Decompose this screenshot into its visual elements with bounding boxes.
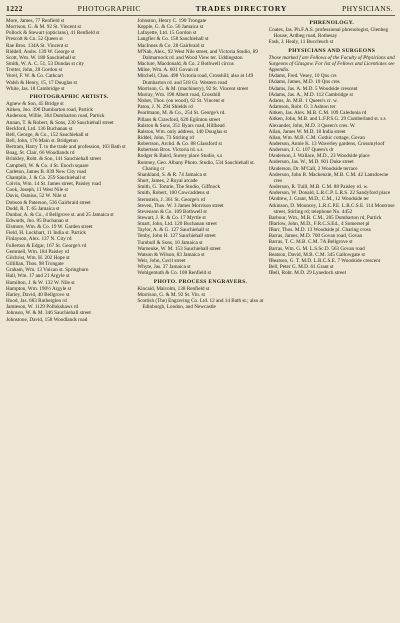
- section-heading: PHOTOGRAPHIC ARTISTS.: [29, 93, 109, 100]
- columns: [6, 18, 395, 623]
- directory-entry: Turnbull & Sons, 10 Jamaica st: [137, 239, 203, 246]
- directory-entry: Graham, Wm. 13 Vulcan st. Springburn: [6, 267, 89, 274]
- directory-entry: Watson & Wilson, 83 Jamaica st: [137, 251, 205, 258]
- directory-entry: Rae Bros. 134A St. Vincent st: [6, 42, 68, 49]
- directory-entry: Wohlgemuth & Co. 108 Renfield st: [137, 270, 211, 277]
- directory-entry: Bell, John, 176 Main st. Bridgeton: [6, 137, 78, 144]
- directory-entry: Shankland, S. & R. 74 Jamaica st: [137, 171, 207, 178]
- directory-entry: Langfier & Co. 158 Sauchiehall st: [137, 36, 209, 43]
- directory-entry: Adams, Jn. M.B. 1 Queen's cr. w.: [268, 97, 338, 104]
- directory-entry: fBeatson, G. T. M.D. L.R.C.S.E. 7 Woodside crescent: [268, 257, 381, 264]
- directory-entry: Colvin, Wm. 14 St. James street, Paisley road: [6, 181, 101, 188]
- directory-entry: Murray, Wm. 198 Albert road, Crosshill: [137, 91, 221, 98]
- directory-entry: Verel, F. W. & Co. Cathcart: [6, 73, 64, 80]
- directory-entry: Fullerton & Edgar, 167 St. George's rd: [6, 242, 87, 249]
- directory-entry: Brinkley, Robt. & Son, 141 Sauchiehall street: [6, 156, 101, 163]
- directory-entry: Riddell, Andw. 139 W. George st: [6, 48, 75, 55]
- directory-entry: Morrison, G. & M. (machinery), 92 St. Vincent street: [137, 85, 248, 92]
- directory-entry: Bell, Peter G. M.D. 61 Grant st: [268, 264, 334, 271]
- directory-entry: Short, James, 2 Royal arcade: [137, 178, 198, 185]
- directory-entry: Aitken, John, M.B. and L.F.P.S.G. 29 Cumberland st. s.s: [268, 116, 386, 123]
- directory-entry: Barras, James, M.D. 700 Govan road, Govan: [268, 233, 363, 240]
- running-head-center: TRADES DIRECTORY: [195, 4, 288, 13]
- directory-entry: Trotter, John, 28 Gordon st: [6, 67, 63, 74]
- directory-entry: White, Jas. 18 Cambridge st: [6, 85, 65, 92]
- directory-entry: Kincaid, Malcolm, 138 Renfield st: [137, 285, 210, 292]
- directory-entry: Beckford, Ltd. 136 Buchanan st: [6, 125, 73, 132]
- directory-entry: Allan, Wm. M.B. C.M. Gothic cottage, Govan: [268, 134, 365, 141]
- directory-entry: Stevenson & Co. 109 Bothwell st: [137, 208, 207, 215]
- directory-entry: Agnew & Son, 45 Bridge st: [6, 101, 64, 108]
- directory-entry: Ralston, Wm. only address, 140 Douglas st: [137, 128, 227, 135]
- directory-entry: Kepple, G. & Co. 56 Jamaica st: [137, 24, 204, 31]
- directory-entry: Anderson, Willie, 364 Dumbarton road, Partick: [6, 113, 105, 120]
- directory-entry: Prescott & Co. 52 Queen st: [6, 36, 63, 43]
- directory-entry: Smith, Robert, 100 Cowcaddens st: [137, 190, 210, 197]
- directory-entry: Anderson, John B. Mackenzie, M.B. C.M. 42 Lansdowne cres: [268, 171, 389, 184]
- directory-entry: Pillans & Crawford, 620 Eglinton street: [137, 116, 221, 123]
- directory-entry: Walsh & Henry, 15, 17 Douglas st: [6, 79, 77, 86]
- directory-entry: Anderson, J. G. 107 Queen's dr: [268, 147, 334, 154]
- directory-entry: Beatson, David, M.B. C.M. 345 Gallowgate st: [268, 251, 365, 258]
- section-heading: PHOTO. PROCESS ENGRAVERS.: [153, 278, 248, 285]
- column-2: [137, 18, 263, 623]
- directory-entry: Gemmell, Wm. 184 Paisley rd: [6, 248, 70, 255]
- directory-entry: Aitken, Jno. 390 Dumbarton road, Partick: [6, 107, 94, 114]
- directory-entry: Carleton, James B. 839 New City road: [6, 168, 87, 175]
- directory-entry: fAdams, James, M.D. 10 Qns cres: [268, 79, 340, 86]
- directory-entry: MacInnes & Co. 28 Gairbraid st: [137, 42, 205, 49]
- directory-entry: Pearlmann, M. & Co., 254 St. George's rd.: [137, 110, 226, 117]
- directory-entry: Robertson Bros. Victoria rd. s.s: [137, 147, 203, 154]
- directory-entry: Finlayson, Alex. 137 N. City rd: [6, 236, 72, 243]
- directory-entry: More, James, 77 Renfield st: [6, 18, 65, 24]
- directory-entry: Harley, David, 40 Bellgrove st: [6, 291, 70, 298]
- directory-entry: Robertson, Archd. & Co. 88 Glassford st: [137, 141, 222, 148]
- directory-entry: Adamson, Robt. O. 3 Ashton ter: [268, 104, 336, 111]
- directory-entry: Bertram, Harry T. to the trade and profession, 103 Bath st: [6, 144, 126, 151]
- directory-entry: fAdams, Jas. A., M.D. 112 Cambridge st: [268, 91, 353, 98]
- directory-entry: Anderson, W. Donald, L.R.C.P. L.R.S. 22 Sandyford place: [268, 190, 391, 197]
- directory-entry: Whyte, Jas. 37 Jamaica st: [137, 264, 191, 271]
- directory-entry: Barras, Wm. G. M. L.S.Sc.D. 563 Govan road: [268, 245, 365, 252]
- directory-entry: Steven, Thos. W. 3 James Morrison street: [137, 202, 224, 209]
- directory-entry: Campbell, W. & Co. 4 St. Enoch square: [6, 162, 89, 169]
- directory-entry: Edwards, Jno. 85 Buchanan st: [6, 218, 69, 224]
- directory-entry: Alexander, John, M.D. 3 Queen's cres. W.: [268, 122, 356, 129]
- directory-entry: Johnson, W. & M. 346 Sauchiehall street: [6, 310, 91, 317]
- directory-entry: Rodger & Baird, Surrey place Studio, s.s: [137, 153, 223, 160]
- directory-entry: Davis, Osmius, 52 W. Nile st: [6, 193, 67, 200]
- directory-entry: Milne, Wm. A. 601 Govan rd: [137, 67, 199, 74]
- directory-entry: Elsmore, Wm. & Co. 19 W. Garden street: [6, 224, 93, 231]
- column-1: [6, 18, 132, 623]
- directory-entry: Hamilton, J. & W. 132 W. Nile st: [6, 279, 75, 286]
- section-heading: PHRENOLOGY.: [309, 20, 355, 26]
- directory-entry: Coates, Jas. Ph.F.A.S. professional phrenologist, Glenbeg House, Ardbeg road, Rothesay: [268, 27, 389, 40]
- directory-entry: fBarlow, John, M.D., F.R.C.S.Ed., 4 Somerset pl: [268, 221, 370, 227]
- running-head-left: PHOTOGRAPHIC: [77, 4, 141, 13]
- directory-entry: Anderson, Annie K. 13 Waverley gardens, Crossmyloof: [268, 140, 385, 147]
- directory-entry: Dobson & Paterson, 536 Gairbraid street: [6, 199, 91, 206]
- directory-entry: Dodd, R. T. 65 Jamaica st: [6, 205, 60, 212]
- directory-entry: Barras, T. C. M.B. C.M. 7A Bellgrove st: [268, 239, 353, 246]
- directory-entry: Atkinson, D. Mouncey, L.R.C.P.E. L.R.C.S.E. 114 Montrose street, Stirling rd; telephone No. 4452: [268, 202, 395, 215]
- directory-entry: Johnston, Henry C. 190 Trongate: [137, 18, 207, 24]
- directory-entry: Gillillan, Thos. 98 Trongate: [6, 261, 64, 268]
- directory-entry: Aitken, Jas. Alex. M.B. C.M. 109 Caledonia rd: [268, 110, 367, 117]
- directory-entry: Morrison, G. & M. 92 St. Vin. st: [137, 291, 205, 298]
- directory-entry: Gilchrist, Wm. H. 202 Hope st: [6, 254, 70, 261]
- directory-entry: Nisbet, Thos. (on wood), 62 St. Vincent st: [137, 98, 225, 105]
- directory-entry: fAnderson, J. Wallace, M.D., 23 Woodside place: [268, 153, 370, 160]
- directory-entry: Pollock & Stewart (opticians), 41 Renfield st: [6, 30, 100, 37]
- directory-entry: Hood, Jas. 683 Rutherglen rd: [6, 298, 67, 305]
- directory-entry: Champlin, J. & Co. 259 Sauchiehall st: [6, 174, 86, 181]
- directory-entry: Anderson, Jas. W., M.D. 601 Duke street: [268, 159, 354, 166]
- directory-entry: Tenby, John H. 127 Sauchiehall street: [137, 233, 216, 240]
- directory-entry: Annan, T. & Robert, & Sons, 230 Sauchiehall street: [6, 119, 114, 126]
- directory-entry: fBell, Robt. M.D. 29 Lynedoch street: [268, 270, 347, 277]
- directory-entry: Hampton, Wm. 190½ Argyle st: [6, 285, 72, 292]
- directory-entry: fAndrew, J. Grant, M.D., C.M., 12 Woodside ter: [268, 196, 369, 203]
- directory-entry: Dunbar, A. & Co., 4 Bellgrove st. and 25 Jamaica st: [6, 211, 114, 218]
- running-head-right: PHYSICIANS.: [341, 4, 393, 13]
- directory-entry: Stewart, J. R. & Co. 17 Myrtle st: [137, 215, 206, 221]
- directory-entry: Jamieson, W. 1129 Pollokshaws rd: [6, 304, 79, 311]
- directory-entry: Smith, G. Tomrie, The Studio, Giffnock: [137, 184, 221, 191]
- directory-entry: Cook, Joseph, 11 West Nile st: [6, 187, 68, 194]
- directory-entry: Lafayette, Ltd. 15 Gordon st: [137, 30, 197, 37]
- section-heading: PHYSICIANS AND SURGEONS: [288, 47, 376, 54]
- directory-entry: Paton, J. N. 294 Shields rd: [137, 104, 193, 111]
- directory-entry: Johnstone, David, 158 Woodlands road: [6, 316, 88, 323]
- directory-entry: Smith, W. A. C. 51, 53 Dundas st city: [6, 61, 84, 68]
- directory-entry: Stuart, John, Ltd. 120 Buchanan street: [137, 221, 217, 228]
- column-3: [269, 18, 395, 623]
- directory-entry: Maclure, Macdonald, & Co. 2 Bothwell circus: [137, 61, 234, 68]
- directory-entry: Hall, Wm. 17 and 21 Argyle st: [6, 273, 70, 280]
- directory-entry: Riddel, John, 73 Stirling rd: [137, 134, 194, 141]
- directory-entry: Barbour, Wm., M.B. C.M., 205 Dumbarton rd, Partick: [268, 214, 382, 221]
- directory-entry: Morrison, G. & M. 92 St. Vincent st: [6, 24, 81, 31]
- directory-entry: Fash, J. Healy, 11 Buccleuch st: [268, 39, 334, 46]
- directory-entry: M'Nab, Alex., 92 West Nile street, and Victoria Studio, 89 Dalmarnock rd. and Wood View ter. Uddingston: [137, 48, 258, 61]
- section-note: Those marked f are Fellows of the Faculty of Physicians and Surgeons of Glasgow. For list of Fellows and Licentiates see Appendix.: [268, 54, 395, 74]
- directory-entry: fBarr, Thos. M.D. 13 Woodside pl. Charing cross: [268, 227, 371, 234]
- directory-entry: Allan, James W. M.D. 18 India street: [268, 128, 346, 135]
- directory-entry: Mitchell, Chas. 498 Victoria road, Crosshill; also at 149 Dumbarton rd. and 518 Gt. Western road: [137, 73, 254, 86]
- directory-entry: Boag, St. Clair, 66 Woodlands rd: [6, 150, 75, 157]
- running-head: [6, 4, 395, 16]
- directory-entry: Taylor, A. & G. 127 Sauchiehall st: [137, 227, 209, 234]
- directory-entry: Ralston & Sons, 351 Byars road, Hillhead: [137, 122, 225, 129]
- directory-entry: Scott, Wm. W. 180 Sauchiehall st: [6, 54, 76, 61]
- directory-entry: Bell, George, & Co., 152 Sauchiehall st: [6, 131, 89, 138]
- directory-entry: fAdams, Jas. A. M.D. 5 Woodside crescent: [268, 85, 358, 92]
- directory-entry: Warneuke, W. M. 153 Sauchiehall street: [137, 245, 221, 252]
- directory-entry: Field, H. Lockhart, 11 India st. Partick: [6, 230, 86, 237]
- directory-entry: Sternstein, J. 361 St. George's rd: [137, 196, 206, 203]
- directory-entry: Weir, John, Cecil street: [137, 258, 186, 265]
- directory-entry: Anderson, R. Tuill, M.B. C.M. 88 Paisley rd. w.: [268, 184, 369, 191]
- directory-entry: Romney, Geo. Albany Photo. Studio, 534 Sauchiehall st. Charing cr: [137, 159, 255, 172]
- page-number: 1222: [6, 4, 23, 13]
- directory-entry: fAnderson, Dr. M'Call, 2 Woodside terrace: [268, 165, 358, 172]
- directory-entry: Scottish (The) Engraving Co. Ltd. 12 and 14 Bath st.; also at Edinburgh, London, and Newcastle: [137, 298, 264, 311]
- directory-entry: fAdams, Fred. Vesey, 10 Qns crs: [268, 73, 337, 80]
